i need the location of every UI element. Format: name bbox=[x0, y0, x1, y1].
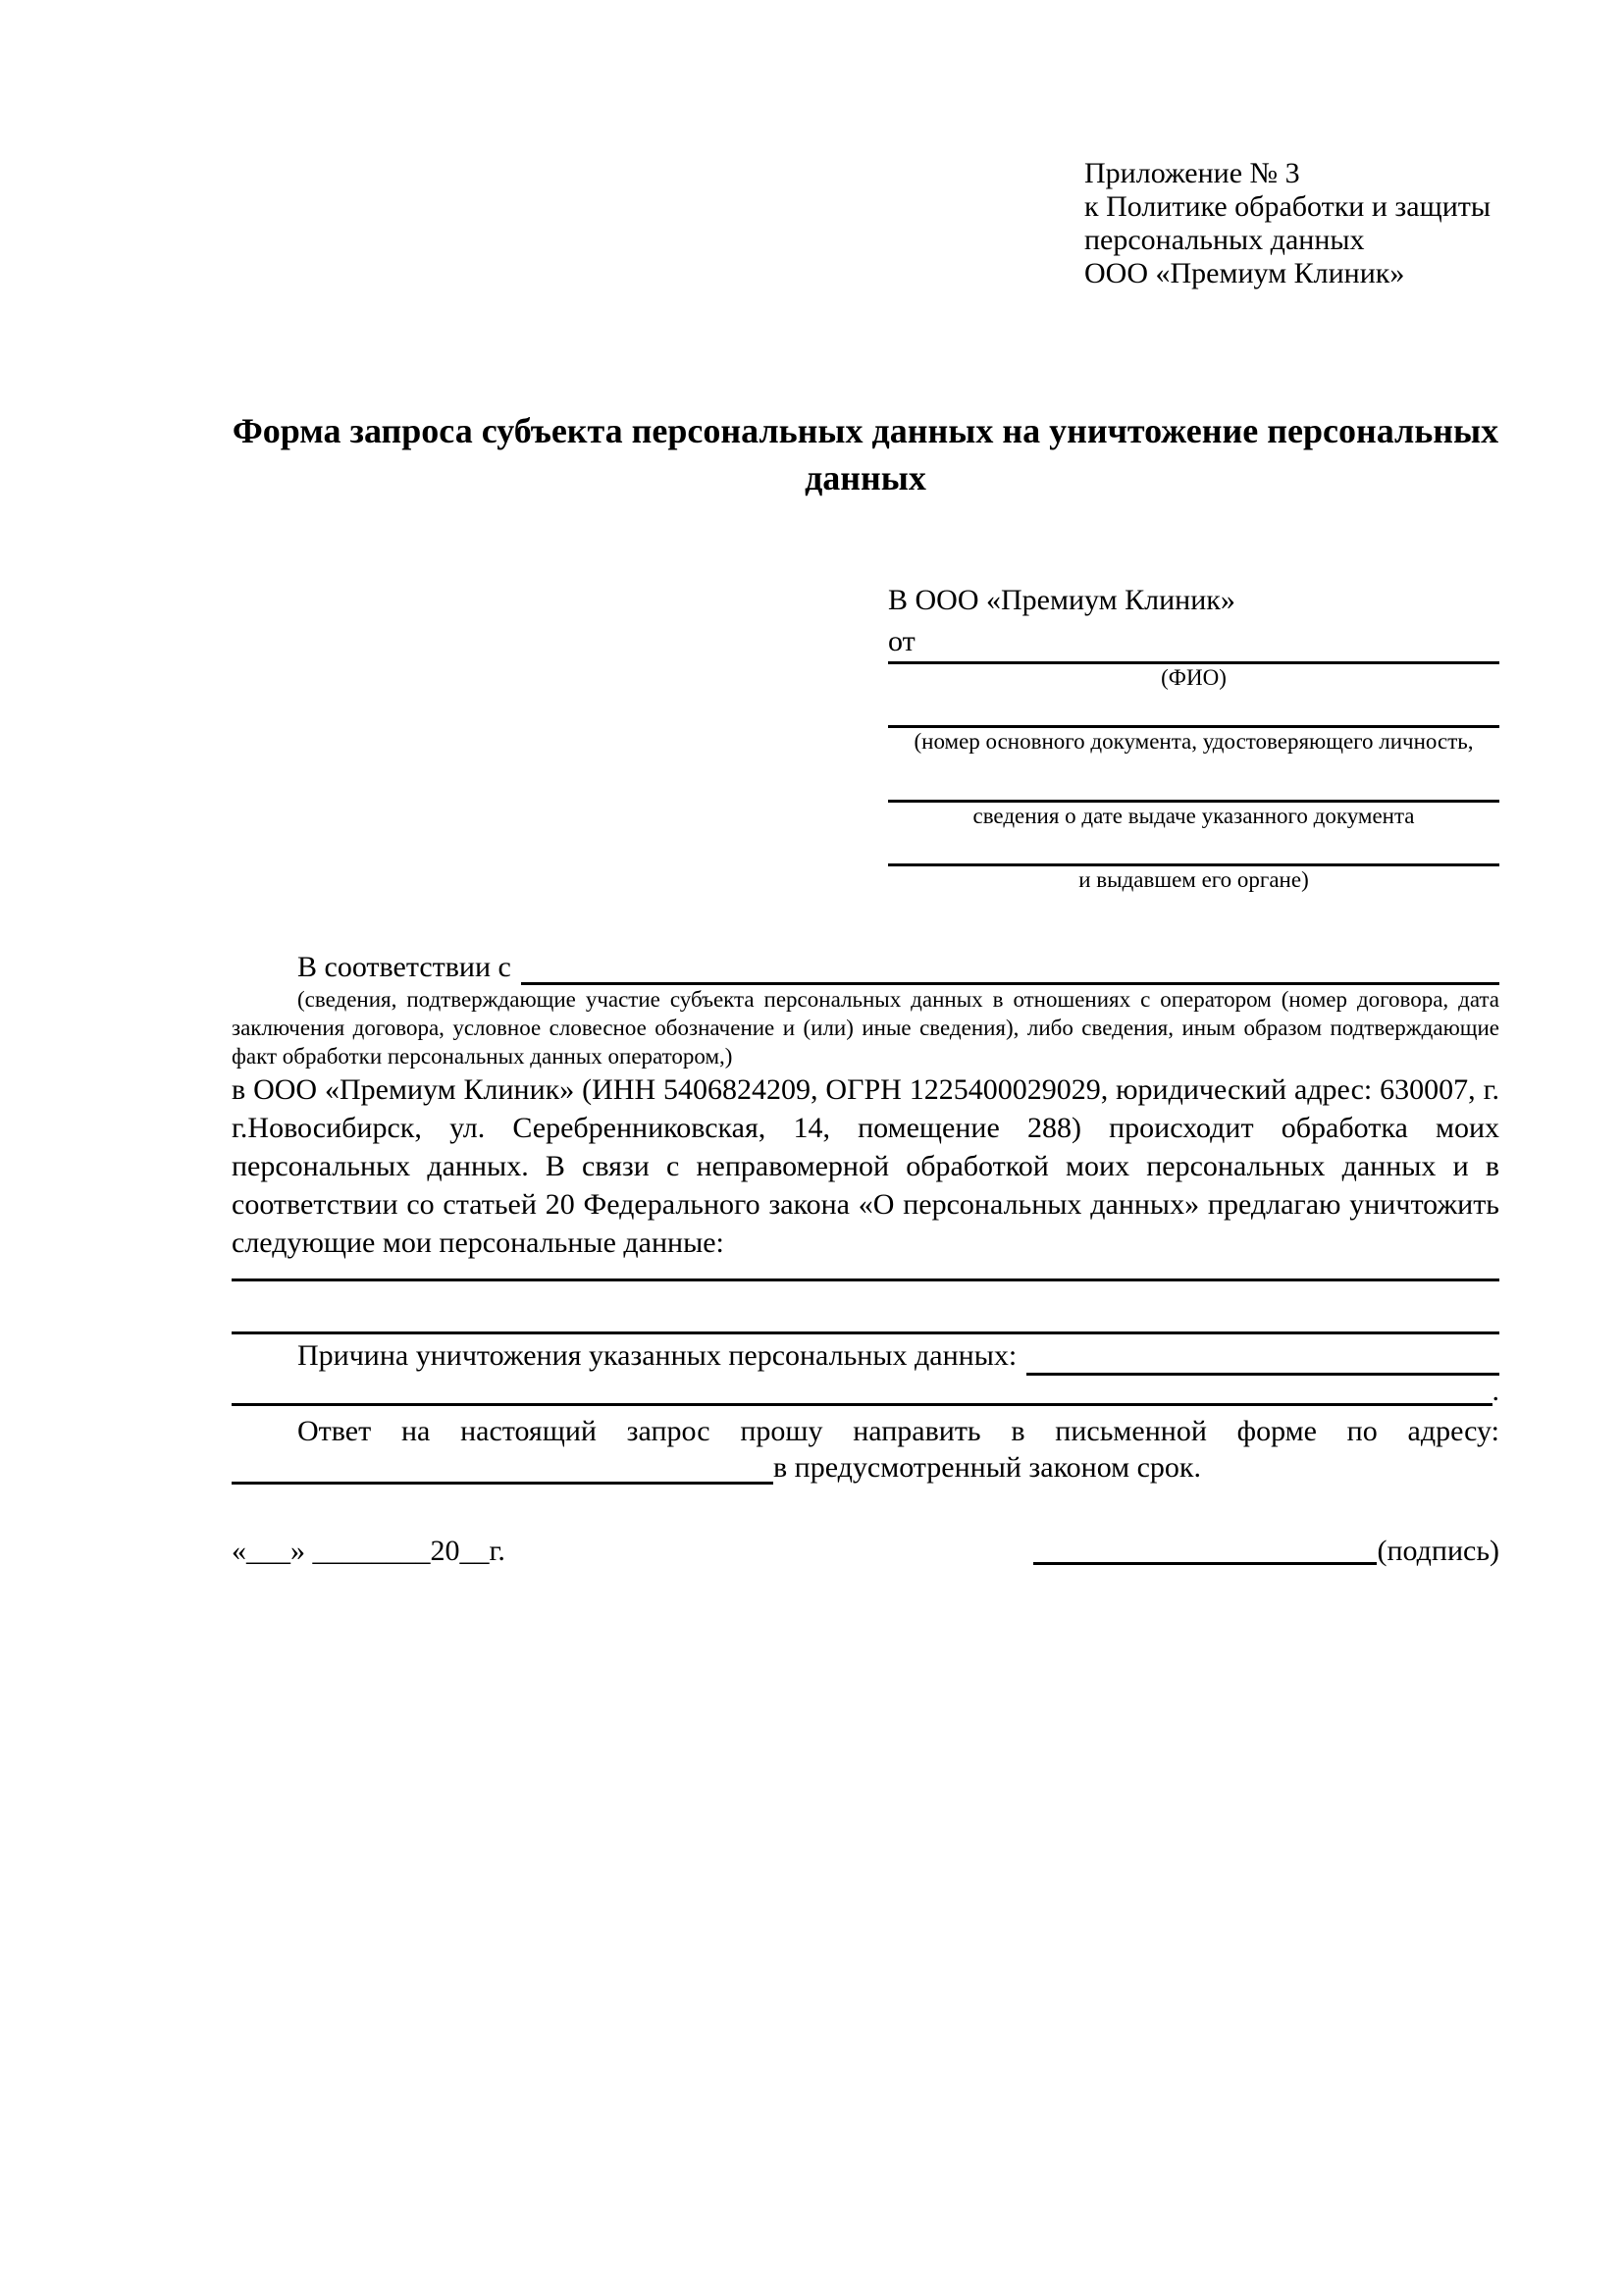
accordance-note: (сведения, подтверждающие участие субъекта персональных данных в отношениях с оператором (номер договора, дата заключения договора, условное словесное обозначение и (или) иные сведения), либо сведения, иным образом подтверждающие факт обработки персональных данных оператором,) bbox=[232, 987, 1499, 1069]
document-caption-line-2: сведения о дате выдаче указанного документа bbox=[972, 804, 1415, 828]
page-title: Форма запроса субъекта персональных данных на уничтожение персональных данных bbox=[232, 411, 1499, 497]
date-placeholder: «___» ________20__г. bbox=[232, 1535, 505, 1567]
personal-data-fill-line-1 bbox=[232, 1262, 1499, 1281]
response-request-line: Ответ на настоящий запрос прошу направить в письменной форме по адресу: bbox=[297, 1415, 1499, 1447]
document-caption-line-1: (номер основного документа, удостоверяющего личность, bbox=[914, 729, 1474, 754]
signature-fill-line bbox=[1033, 1558, 1377, 1565]
signature-caption: (подпись) bbox=[1377, 1535, 1499, 1567]
addressee-from-label: от bbox=[888, 622, 1499, 664]
paragraph-indent bbox=[232, 950, 297, 985]
document-number-fill-line bbox=[888, 692, 1499, 728]
signature-right-group bbox=[1033, 1532, 1499, 1571]
reason-label: Причина уничтожения указанных персональных данных: bbox=[297, 1339, 1018, 1372]
document-caption-line-3: и выдавшем его органе) bbox=[1078, 867, 1309, 892]
main-paragraph: в ООО «Премиум Клиник» (ИНН 5406824209, ОГРН 1225400029029, юридический адрес: 630007, г. г.Новосибирск, ул. Серебренниковская, 14, помещение 288) происходит обработка моих персональных данных. В связи с неправомерной обработкой моих персональных данных и в соответствии со статьей 20 Федерального закона «О персональных данных» предлагаю уничтожить следующие мои персональные данные: bbox=[232, 1073, 1499, 1259]
signature-row bbox=[232, 1532, 1499, 1571]
accordance-row bbox=[232, 950, 1499, 985]
appendix-line-4: ООО «Премиум Клиник» bbox=[1084, 257, 1405, 289]
appendix-line-2: к Политике обработки и защиты bbox=[1084, 190, 1492, 223]
reason-fill-line bbox=[1026, 1369, 1499, 1376]
response-address-row bbox=[232, 1451, 1499, 1485]
paragraph-indent bbox=[232, 1336, 297, 1376]
appendix-line-3: персональных данных bbox=[1084, 224, 1365, 256]
reason-row bbox=[232, 1336, 1499, 1376]
accordance-fill-line bbox=[521, 978, 1499, 985]
response-tail: в предусмотренный законом срок. bbox=[773, 1451, 1201, 1484]
appendix-header bbox=[1084, 157, 1499, 290]
reason-fill-continuation-row bbox=[232, 1376, 1499, 1406]
appendix-line-1: Приложение № 3 bbox=[1084, 157, 1300, 189]
addressee-to: В ООО «Премиум Клиник» bbox=[888, 584, 1235, 616]
fio-caption: (ФИО) bbox=[1161, 665, 1227, 690]
accordance-prefix: В соответствии с bbox=[297, 951, 511, 983]
personal-data-fill-line-2 bbox=[232, 1281, 1499, 1334]
document-issuer-fill-line bbox=[888, 830, 1499, 866]
document-date-fill-line bbox=[888, 756, 1499, 803]
line-terminator: . bbox=[1492, 1375, 1499, 1407]
response-address-fill-line bbox=[232, 1478, 773, 1485]
reason-fill-line-2 bbox=[232, 1399, 1492, 1406]
addressee-block bbox=[888, 579, 1499, 894]
